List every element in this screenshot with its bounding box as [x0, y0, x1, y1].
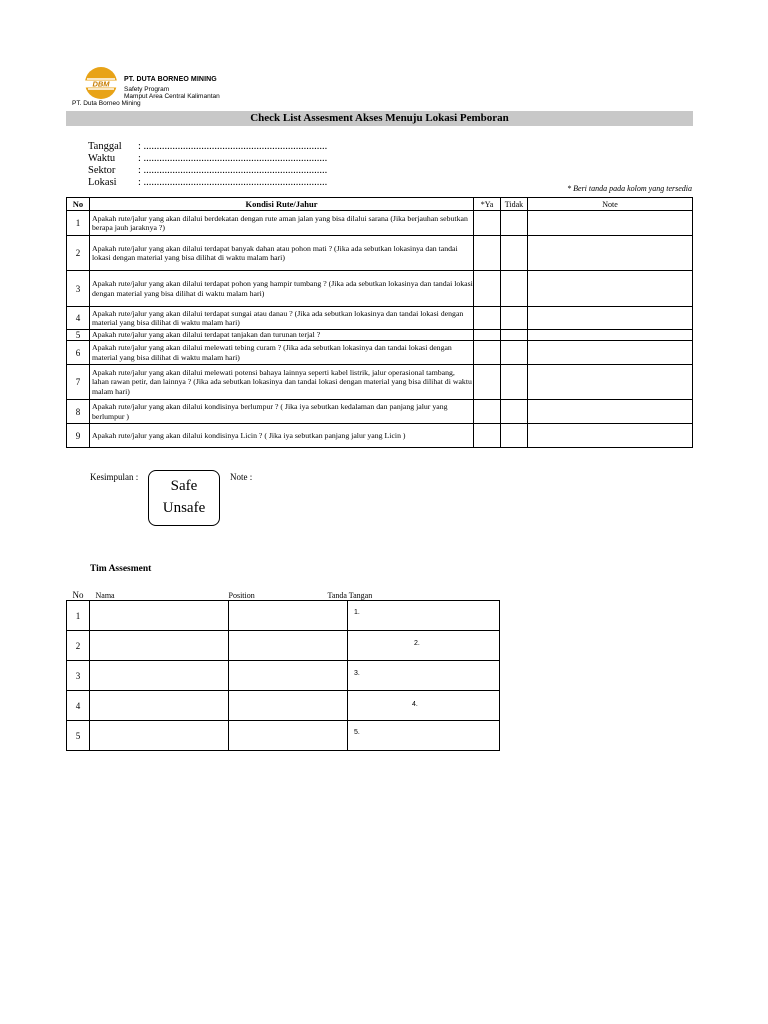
company-subtitle: PT. Duta Borneo Mining	[72, 100, 141, 107]
row-number: 9	[67, 424, 90, 448]
program-name: Safety Program	[124, 86, 170, 93]
field-label: Waktu	[88, 153, 116, 164]
note-cell[interactable]	[528, 365, 693, 400]
check-ya[interactable]	[474, 236, 501, 271]
row-number: 3	[67, 271, 90, 307]
team-col-tanda-label: Tanda Tangan	[327, 591, 373, 600]
signature-number: 4.	[412, 701, 418, 708]
team-table	[66, 588, 500, 751]
unsafe-option[interactable]: Unsafe	[162, 500, 206, 516]
table-row	[67, 365, 693, 400]
field-label: Sektor	[88, 165, 116, 176]
team-signature-cell[interactable]	[348, 601, 500, 631]
table-row	[67, 424, 693, 448]
team-name-cell[interactable]	[90, 661, 229, 691]
team-section-title: Tim Assesment	[90, 564, 152, 574]
company-name: PT. DUTA BORNEO MINING	[124, 76, 217, 83]
note-cell[interactable]	[528, 307, 693, 330]
col-header-tidak: Tidak	[501, 198, 528, 211]
team-signature-cell[interactable]	[348, 631, 500, 661]
page-title: Check List Assesment Akses Menuju Lokasi Pemboran	[66, 111, 693, 126]
check-ya[interactable]	[474, 307, 501, 330]
row-question: Apakah rute/jalur yang akan dilalui terdapat sungai atau danau ? (Jika ada sebutkan lokasinya dan tandai lokasi dengan material yang bisa dilihat di waktu malam hari)	[90, 307, 474, 330]
row-number: 1	[67, 211, 90, 236]
team-col-no: No	[67, 588, 90, 601]
row-number: 2	[67, 236, 90, 271]
team-position-cell[interactable]	[229, 721, 348, 751]
table-row	[67, 631, 500, 661]
check-ya[interactable]	[474, 330, 501, 341]
signature-number: 3.	[354, 670, 360, 677]
row-question: Apakah rute/jalur yang akan dilalui kondisinya berlumpur ? ( Jika iya sebutkan kedalaman dan panjang jalur yang berlumpur )	[90, 400, 474, 424]
company-logo-icon	[84, 66, 118, 100]
note-cell[interactable]	[528, 236, 693, 271]
table-row	[67, 601, 500, 631]
note-label: Note :	[230, 472, 253, 482]
check-tidak[interactable]	[501, 211, 528, 236]
field-lokasi[interactable]	[88, 177, 327, 189]
team-position-cell[interactable]	[229, 691, 348, 721]
check-ya[interactable]	[474, 211, 501, 236]
team-position-cell[interactable]	[229, 661, 348, 691]
table-row	[67, 211, 693, 236]
field-sektor[interactable]	[88, 165, 327, 177]
team-row-number: 5	[67, 721, 90, 751]
row-number: 6	[67, 341, 90, 365]
field-label: Tanggal	[88, 141, 122, 152]
table-row	[67, 400, 693, 424]
signature-number: 1.	[354, 609, 360, 616]
note-cell[interactable]	[528, 330, 693, 341]
row-number: 8	[67, 400, 90, 424]
company-location: Mamput Area Central Kalimantan	[124, 93, 220, 100]
field-label: Lokasi	[88, 177, 117, 188]
team-name-cell[interactable]	[90, 631, 229, 661]
team-row-number: 3	[67, 661, 90, 691]
check-tidak[interactable]	[501, 341, 528, 365]
check-tidak[interactable]	[501, 271, 528, 307]
check-tidak[interactable]	[501, 307, 528, 330]
field-value: : ......................................................................	[138, 141, 328, 152]
check-ya[interactable]	[474, 424, 501, 448]
team-header-row	[67, 588, 500, 601]
check-tidak[interactable]	[501, 400, 528, 424]
row-number: 5	[67, 330, 90, 341]
team-row-number: 2	[67, 631, 90, 661]
table-row	[67, 236, 693, 271]
logo-mark-text: DBM	[92, 79, 110, 89]
check-tidak[interactable]	[501, 236, 528, 271]
row-question: Apakah rute/jalur yang akan dilalui kondisinya Licin ? ( Jika iya sebutkan panjang jalur yang Licin )	[90, 424, 474, 448]
check-tidak[interactable]	[501, 424, 528, 448]
field-value: : ......................................................................	[138, 165, 328, 176]
team-signature-cell[interactable]	[348, 691, 500, 721]
row-question: Apakah rute/jalur yang akan dilalui melewati tebing curam ? (Jika ada sebutkan lokasinya dan tandai lokasi dengan material yang bisa dilihat di waktu malam hari)	[90, 341, 474, 365]
field-value: : ......................................................................	[138, 177, 328, 188]
table-row	[67, 721, 500, 751]
checklist-table	[66, 197, 693, 448]
row-question: Apakah rute/jalur yang akan dilalui berdekatan dengan rute aman jalan yang bisa dilalui sarana (Jika berjauhan sebutkan berapa jauh jaraknya ?)	[90, 211, 474, 236]
col-header-no: No	[67, 198, 90, 211]
team-name-cell[interactable]	[90, 601, 229, 631]
field-value: : ......................................................................	[138, 153, 328, 164]
row-question: Apakah rute/jalur yang akan dilalui melewati potensi bahaya lainnya seperti kabel listrik, jalur operasional tambang, lahan rawan petir, dan lainnya ? (Jika ada sebutkan lokasinya dan tandai lokasi dengan material yang bisa dilihat di waktu malam hari)	[90, 365, 474, 400]
note-cell[interactable]	[528, 211, 693, 236]
safe-option[interactable]: Safe	[170, 478, 198, 494]
row-question: Apakah rute/jalur yang akan dilalui terdapat banyak dahan atau pohon mati ? (Jika ada sebutkan lokasinya dan tandai lokasi dengan material yang bisa dilihat di waktu malam hari)	[90, 236, 474, 271]
check-tidak[interactable]	[501, 365, 528, 400]
table-row	[67, 661, 500, 691]
instruction-hint: * Beri tanda pada kolom yang tersedia	[567, 184, 692, 193]
team-name-cell[interactable]	[90, 691, 229, 721]
table-row	[67, 330, 693, 341]
row-number: 7	[67, 365, 90, 400]
col-header-ya: *Ya	[474, 198, 501, 211]
team-name-cell[interactable]	[90, 721, 229, 751]
check-ya[interactable]	[474, 341, 501, 365]
team-position-cell[interactable]	[229, 601, 348, 631]
note-cell[interactable]	[528, 341, 693, 365]
note-cell[interactable]	[528, 271, 693, 307]
col-header-kondisi: Kondisi Rute/Jahur	[90, 198, 474, 211]
table-row	[67, 341, 693, 365]
signature-number: 5.	[354, 729, 360, 736]
check-ya[interactable]	[474, 365, 501, 400]
col-header-note: Note	[528, 198, 693, 211]
team-row-number: 4	[67, 691, 90, 721]
team-col-position: Position	[229, 588, 348, 601]
table-row	[67, 307, 693, 330]
row-question: Apakah rute/jalur yang akan dilalui terdapat pohon yang hampir tumbang ? (Jika ada sebutkan lokasinya dan tandai lokasi dengan material yang bisa dilihat di waktu malam hari)	[90, 271, 474, 307]
check-ya[interactable]	[474, 271, 501, 307]
signature-number: 2.	[414, 640, 420, 647]
check-ya[interactable]	[474, 400, 501, 424]
note-cell[interactable]	[528, 424, 693, 448]
note-cell[interactable]	[528, 400, 693, 424]
team-signature-cell[interactable]	[348, 721, 500, 751]
checklist-header-row	[67, 198, 693, 211]
check-tidak[interactable]	[501, 330, 528, 341]
team-signature-cell[interactable]	[348, 661, 500, 691]
row-question: Apakah rute/jalur yang akan dilalui terdapat tanjakan dan turunan terjal ?	[90, 330, 474, 341]
team-position-cell[interactable]	[229, 631, 348, 661]
table-row	[67, 691, 500, 721]
field-waktu[interactable]	[88, 153, 327, 165]
field-tanggal[interactable]	[88, 141, 327, 153]
team-col-tanda	[327, 588, 500, 601]
conclusion-label: Kesimpulan :	[90, 472, 139, 482]
row-number: 4	[67, 307, 90, 330]
conclusion-box[interactable]	[148, 470, 220, 526]
team-row-number: 1	[67, 601, 90, 631]
table-row	[67, 271, 693, 307]
team-col-nama: Nama	[90, 588, 229, 601]
